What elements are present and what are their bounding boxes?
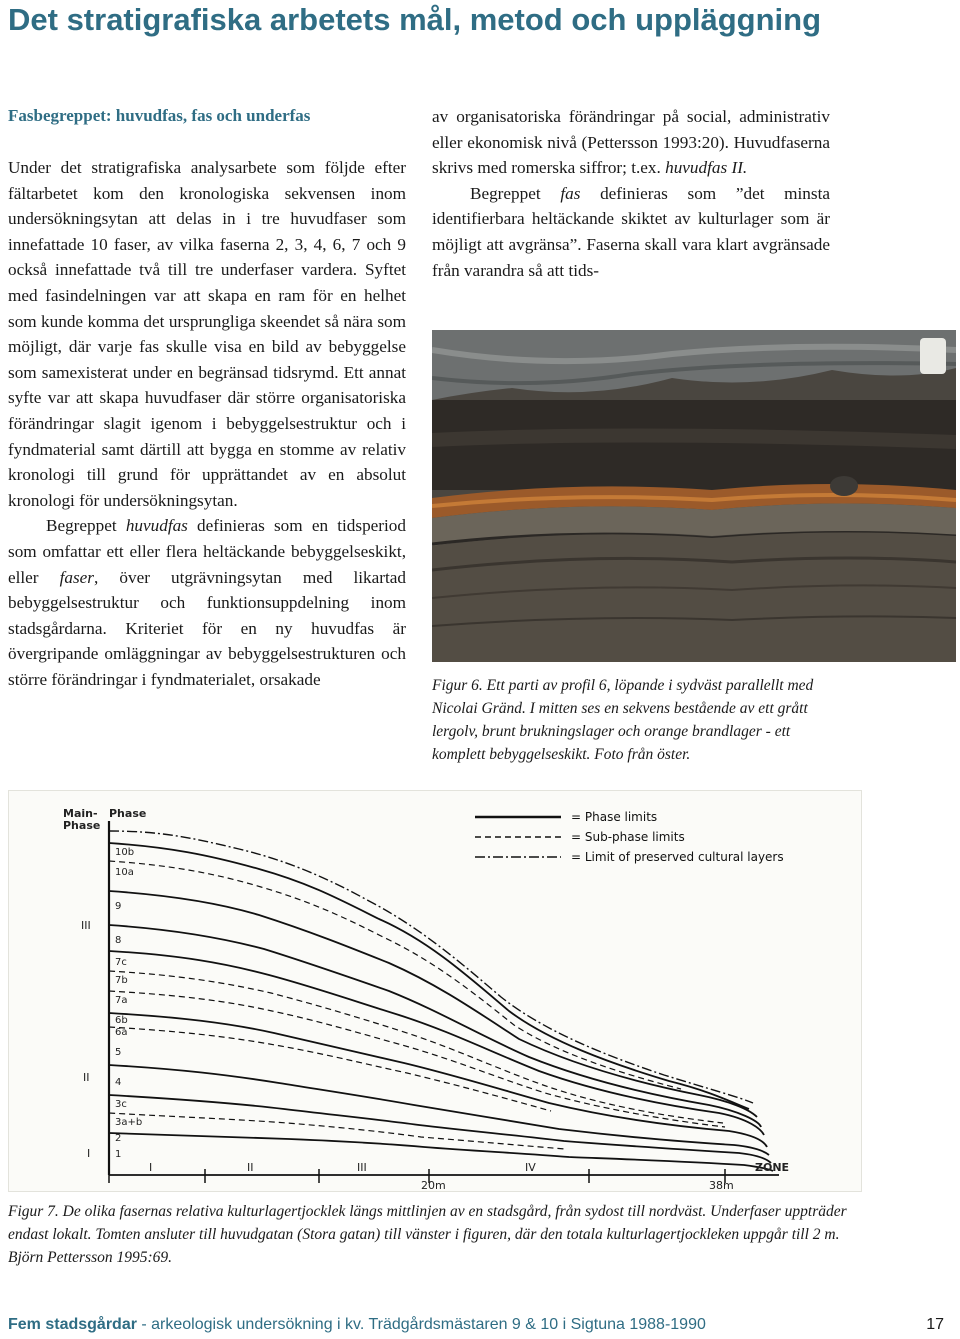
phase-6b: 6b	[115, 1015, 128, 1026]
phase-9: 9	[115, 901, 122, 912]
zone-III: III	[357, 1161, 367, 1174]
paragraph: Under det stratigrafiska analysarbete som följde efter fältarbetet kom den kronologiska sekvensen inom undersökningsytan att delas in i tre huvudfaser som innefattade 10 faser, av vilka faserna 2, 3, 4, 6, 7 och 9 också innefattade två till tre underfaser vardera. Syftet med fasindelningen var att skapa en ram för en helhet som kunde komma det ursprungliga skeendet så nära som möjligt, där varje fas skulle visa en bild av bebyggelse som samexisterat under en begränsad tidsrymd. Ett annat syfte var att skapa huvudfaser där större organisatoriska förändringar slagit igenom i bebyggelsestruktur och i fyndmaterial samt därtill att bygga en stomme av relativ kronologi till grund för upprättandet av en absolut kronologi för undersökningsytan.	[8, 158, 406, 510]
zone-I: I	[149, 1161, 153, 1174]
paragraph: av organisatoriska förändringar på social, administrativ eller ekonomisk nivå (Pettersson 1993:20). Huvudfaserna skrivs med romerska siffror; t.ex. huvudfas II.	[432, 107, 830, 178]
footer-subtitle: - arkeologisk undersökning i kv. Trädgårdsmästaren 9 & 10 i Sigtuna 1988-1990	[136, 1316, 706, 1333]
paragraph: Begreppet fas definieras som ”det minsta identifierbara heltäckande skiktet av kulturlager som är möjligt att avgränsa”. Faserna skall vara klart avgränsade från varandra så att tids-	[432, 183, 830, 280]
sublimit-curve	[109, 971, 723, 1123]
distance-20m: 20m	[421, 1179, 446, 1191]
main-phase-label: Main-	[63, 807, 98, 820]
limit-curve	[109, 925, 761, 1127]
excavation-profile-image	[432, 330, 956, 662]
phase-7b: 7b	[115, 975, 128, 986]
phase-4: 4	[115, 1077, 122, 1088]
svg-text:Phase: Phase	[63, 819, 101, 832]
phase-10b: 10b	[115, 847, 135, 858]
legend-phase-limits: = Phase limits	[571, 810, 658, 824]
zone-label: ZONE	[755, 1161, 790, 1174]
legend-preserved-limit: = Limit of preserved cultural layers	[571, 850, 784, 864]
phase-thickness-diagram	[9, 791, 861, 1191]
profile-photo	[432, 330, 956, 662]
page-number: 17	[926, 1316, 944, 1333]
left-text-column	[8, 155, 406, 692]
term-fas: fas	[560, 183, 581, 203]
sublimit-curve	[109, 861, 681, 1089]
limit-curve	[109, 951, 764, 1135]
preserved-limit-curve	[109, 831, 753, 1103]
limit-curve	[109, 1065, 769, 1155]
phase-5: 5	[115, 1047, 122, 1058]
page-footer	[8, 1316, 952, 1338]
main-phase-III: III	[81, 919, 91, 932]
phase-8: 8	[115, 935, 122, 946]
figure7-caption: Figur 7. De olika fasernas relativa kulturlagertjocklek längs mittlinjen av en stadsgård, från sydost till nordväst. Underfaser uppträder endast lokalt. Tomten ansluter till huvudgatan (Stora gatan) till vänster i figuren, där den totala kulturlagertjockleken uppgår till 2 m. Björn Pettersson 1995:69.	[8, 1203, 847, 1266]
page-title: Det stratigrafiska arbetets mål, metod och uppläggning	[8, 2, 822, 37]
phase-3c: 3c	[115, 1099, 127, 1110]
phase-7a: 7a	[115, 995, 128, 1006]
main-phase-I: I	[87, 1147, 91, 1160]
term-huvudfas: huvudfas	[125, 516, 188, 536]
phase-diagram	[8, 790, 862, 1192]
term-huvudfas-example: huvudfas II.	[665, 158, 748, 178]
section-subheading: Fasbegreppet: huvudfas, fas och underfas	[8, 106, 311, 125]
phase-label: Phase	[109, 807, 147, 820]
zone-II: II	[247, 1161, 254, 1174]
footer-series-title: Fem stadsgårdar	[8, 1316, 137, 1333]
main-phase-II: II	[83, 1071, 90, 1084]
phase-6a: 6a	[115, 1027, 128, 1038]
phase-1: 1	[115, 1149, 122, 1160]
paragraph: Begreppet huvudfas definieras som en tidsperiod som omfattar ett eller flera heltäckande bebyggelseskikt, eller faser, över utgrävningsytan med likartad bebyggelsestruktur och funktionsuppdelning inom stadsgårdarna. Kriteriet för en ny huvudfas är övergripande omläggningar av bebyggelsestrukturen och större förändringar i fyndmaterialet, orsakade	[8, 516, 406, 689]
zone-IV: IV	[525, 1161, 536, 1174]
legend-subphase-limits: = Sub-phase limits	[571, 830, 685, 844]
right-text-column	[432, 104, 830, 283]
phase-3ab: 3a+b	[115, 1117, 143, 1128]
sublimit-curve	[109, 991, 725, 1127]
phase-10a: 10a	[115, 867, 134, 878]
distance-38m: 38m	[709, 1179, 734, 1191]
term-faser: faser	[59, 567, 94, 587]
figure6-caption: Figur 6. Ett parti av profil 6, löpande i sydväst parallellt med Nicolai Gränd. I mitten ses en sekvens bestående av ett grått lergolv, brunt brukningslager och orange brandlager - ett komplett bebyggelseskikt. Foto från öster.	[432, 677, 814, 763]
phase-7c: 7c	[115, 957, 127, 968]
phase-2: 2	[115, 1133, 122, 1144]
